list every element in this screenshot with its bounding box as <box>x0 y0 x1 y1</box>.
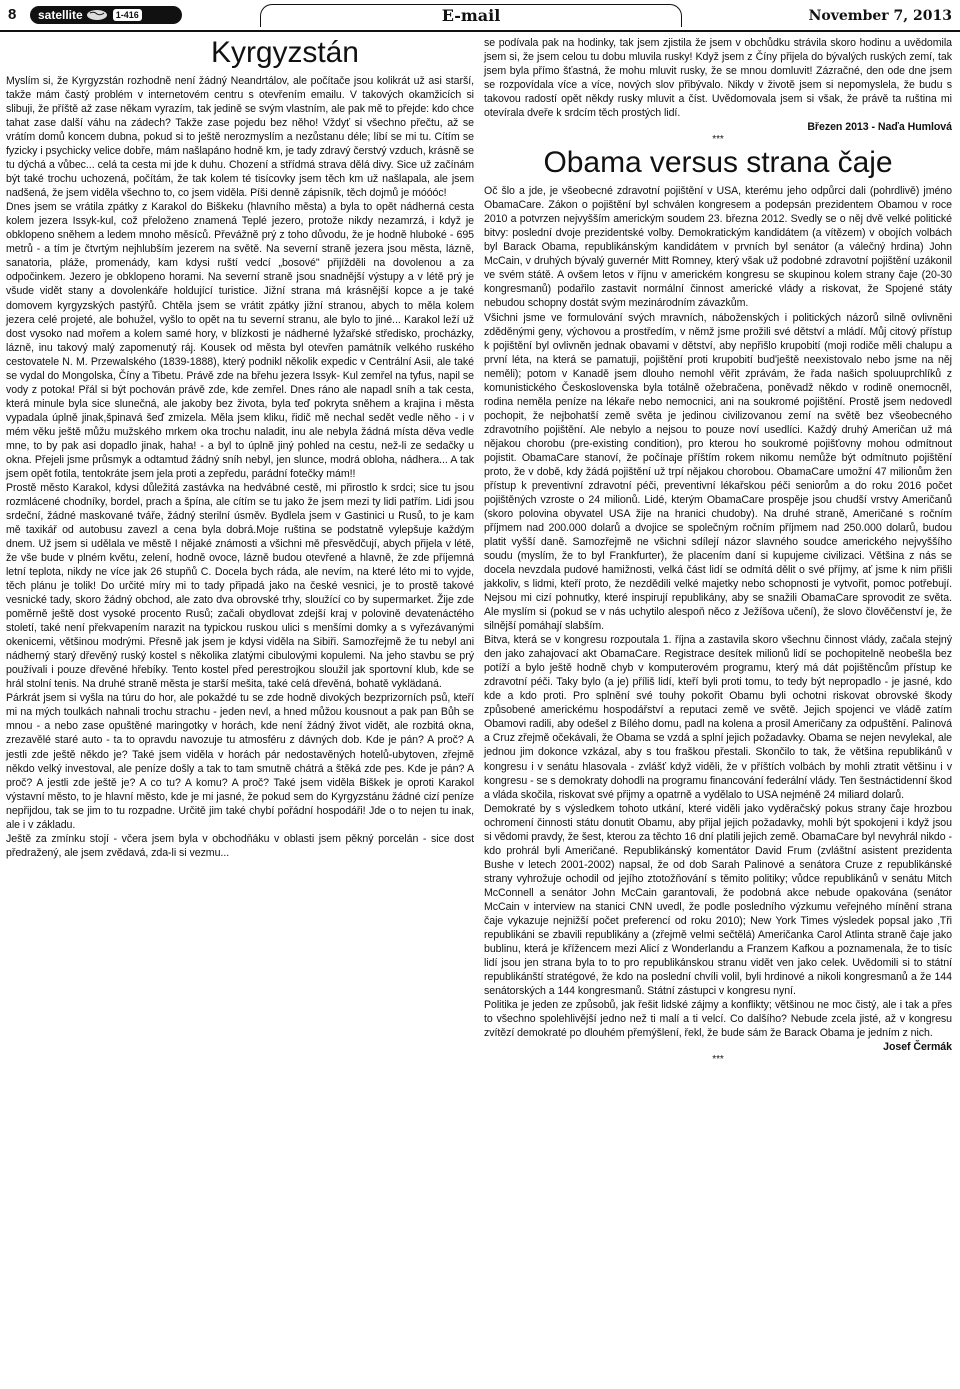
article-paragraph: Demokraté by s výsledkem tohoto utkání, které viděli jako vyděračský pokus strany čaje hrozbou ochromení činnosti státu donutit Obamu, aby přijal jejich požadavky, mohli být spokojeni i když jsou si vědomi pravdy, že šest, kterou za těchto 16 dní platili jejich země. ObamaCare byl nevyhrál nikdo - kdo prohrál byli Američané. Republikánský komentátor David Frum (zvláštní asistent prezidenta Bushe v letech 2001-2002) napsal, že od dob Sarah Palinové a senátora Cruze z republikánské strany vyhrožuje ochodil od jejího ztotožňování s těmito politiky; vůdce republikánů v senátu Mitch McConnell a senátor John McCain garantovali, že podobná akce nebude opakována (senátor McCain v interview na stanici CNN uvedl, že podle posledního výzkumu veřejného mínění strana čaje vykazuje nejnižší počet preferencí od roku 2010); New York Times výsledek popsal jako ‚Tři republikáni se zbavili republikány a (zřejmě velmi sečtělá) Američanka Carol Atlinta straně čaje jako bublinu, která je křížencem mezi Alicí z Wonderlandu a Franzem Kafkou a poznamenala, že to tisíc lidí jsou jen strana byla to to pro republikánskou stranu vidět ven jako celek. Uvědomili si to státní republikánští stratégové, že kdo na poslední chvíli volil, byli hrdinové a nikoli kongresmanů a že 144 senátorských a 144 kongresmanů. Státní zástupci v kongresu nyní. <box>484 802 952 997</box>
right-column <box>484 36 952 1066</box>
article-title: Obama versus strana čaje <box>543 146 893 180</box>
article-paragraph: Párkrát jsem si vyšla na túru do hor, ale pokaždé tu se zde hodně divokých bezprizorních psů, kteří mi na mých toulkách nahnali trochu strachu - jeden nevl, a hned můžou kousnout a pak pan Bůh se mnou - a nebo zase opuštěné maringotky v horách, kde není žádný život vidět, ale rozbitá okna, zrezavělé staré auto - ta to opravdu navozuje tu atmosféru z dávných dob. Kde je pán? A proč? A jestli zde ještě někdo je? Také jsem viděla v horách pár nedostavěných hotelů-ubytoven, zřejmě někdo velký investoval, ale peníze došly a tak to tam smutně chátrá a štěká zde pes. Kde je pán? A proč? A jestli zde ještě je? A co tu? A komu? A proč? Také jsem viděla Biškek je oproti Karakol výstavní město, to je hlavní město, kde je mi jasné, že pokud sem do Kyrgyzstánu žádné cizí peníze nepřijdou, tak se jim to tu rozpadne. Určitě jim také chybí pořádní hospodáři! Jde o to nejen tu inak, ale i v základu. <box>6 692 474 831</box>
article-signature: Březen 2013 - Naďa Humlová <box>807 121 952 134</box>
logo-badge: 1-416 <box>113 9 142 21</box>
magazine-logo <box>30 6 182 24</box>
article-paragraph: Politika je jeden ze způsobů, jak řešit lidské zájmy a konflikty; většinou ne moc čistý, ale i tak a přes to všechno spolehlivější jedno než ti malí a ti velcí. Co dalšího? Nebude zcela jisté, až v kongresu zvítězí demokraté po dlouhém přemýšlení, řekl, že bude sám že Barack Obama je jedním z nich. <box>484 999 952 1040</box>
issue-date: November 7, 2013 <box>808 8 952 24</box>
globe-icon <box>86 9 108 21</box>
separator-stars: *** <box>712 134 724 146</box>
article-paragraph: Ještě za zmínku stojí - včera jsem byla v obchodňáku v oblasti jsem pěkný porcelán - sice dost předražený, ale jsem zvědavá, zda-li si vezmu... <box>6 832 474 859</box>
article-paragraph: Oč šlo a jde, je všeobecné zdravotní pojištění v USA, kterému jeho odpůrci dali (pohrdlivě) jméno ObamaCare. Zákon o pojištění byl schválen kongresem a podepsán prezidentem Obamou v roce 2010 a potvrzen nejvyšším americkým soudem 23. března 2012. Svedly se o něj dvě velké politické bitvy: poslední dvoje prezidentské volby. Demokratickým kandidátem (a vítězem) v obojích volbách byl Barack Obama, republikánským kandidátem v prvních byl senátor (a válečný hrdina) John McCain, v druhých bývalý guvernér Mitt Romney, který však už podobné zdravotní pojištění uzákonil ve svém státě. A ovšem letos v říjnu v americkém kongresu se skupinou kolem strany čaje (20-30 kongresmanů) podařilo zastavit normální činnost americké vlády a riskovat, že Spojené státy nebudou schopny dostát svým mezinárodním závazkům. <box>484 185 952 310</box>
article-kyrgyzstan <box>6 36 474 860</box>
separator-stars: *** <box>712 1054 724 1066</box>
article-title: Kyrgyzstán <box>211 36 359 69</box>
logo-text: satellite <box>38 8 83 22</box>
page-header <box>0 0 960 34</box>
article-paragraph: Myslím si, že Kyrgyzstán rozhodně není žádný Neandrtálov, ale počítače jsou kolikrát už asi starší, takže mám častý problém v internetovém centru s otevřením emailu. V takových okamžicích si slibuji, že příště až zase někam vyrazím, tak jedině se svým vlastním, ale pak mě to přejde: kdo chce tahat zase další váhu na zádech? Takže zase pojedu bez něho! Vždyť si všechno přečtu, až se vrátím domů koncem dubna, pokud si to ještě nerozmyslím a nezůstanu déle; líbí se mi tu. Cítím se fyzicky i psychicky velice dobře, mám našlapáno hodně km, je tady zdravý čerstvý vzduch, krásně se tu dýchá a vůbec... celá ta cesta mi jde k duhu. Chození a střídmá strava dělá divy. Sice už začínám být také trochu uchozená, počítám, že tak kolem té tisícovky jsem těch km už našlapala, ale jsem nadšená, že jsem viděla všechno to, co jsem viděla. Píši denně zápisník, těch dojmů je móóóc! <box>6 75 474 200</box>
section-title: E-mail <box>260 4 682 27</box>
header-rule <box>0 30 960 32</box>
article-signature: Josef Čermák <box>883 1041 952 1054</box>
article-paragraph: Bitva, která se v kongresu rozpoutala 1. října a zastavila skoro všechnu činnost vlády, začala stejný den jako zahajovací akt ObamaCare. Registrace desítek milionů lidí se pochopitelně neobešla bez potíží a bylo ještě hodně chyb v komputerovém programu, který má dát pojištěncům přístup ke zdravotní péči. Taky bylo (a je) příliš lidí, kteří byli proti tomu, to tedy být nepropadlo - je jasné, kdo kde a kdo proti. Pro splnění své touhy pokořit Obamu byli ochotni riskovat obrovské škody způsobené americkému hospodářství a reputaci země ve světě. Jejich spojenci ve vládě zatím Obamovi radili, aby odešel z Bílého domu, padl na kolena a prosil Američany za odpuštění. Palinová a Cruz zřejmě očekávali, že Obama se vzdá a splní jejich požadavky. Obama se nejen nevylekal, ale jednou jim dokonce vzkázal, aby s tou fraškou přestali. Skončilo to tak, že většina republikánů v kongresu i v senátu hlasovala - zvlášť když viděli, že v příštích volbách by mohli ztratit většinu i v kongresu - se s demokraty dohodli na programu financování federální vlády. Ten šestnáctidenní škod a vláda skočila, riskovat své přijmy a opatrně a vydělalo to USA nejméně 24 miliard dolarů. <box>484 634 952 801</box>
article-paragraph: se podívala pak na hodinky, tak jsem zjistila že jsem v obchůdku strávila skoro hodinu a uvědomila jsem si, že jsem celou tu dobu mluvila rusky! Když jsem z Číny přijela do bývalých ruských zemí, tak jsem byla přímo šťastná, že mohu mluvit rusky, že se mnou domluvit! Zázračné, den ode dne jsem se rozpovídala více a více, nových slov přibývalo. Nikdy v životě jsem si nepomyslela, že budu s takovou radostí opět někdy rusky mluvit a číst. Uvědomovala jsem si však, že právě ta ruština mi otevírala dveře k srdcím těch prostých lidí. <box>484 37 952 120</box>
article-paragraph: Prostě město Karakol, kdysi důležitá zastávka na hedvábné cestě, mi přirostlo k srdci; sice tu jsou rozmlácené chodníky, bordel, prach a špína, ale cítím se tu jako že jsem mezi ty lidi patřím. Lidi jsou srdeční, žádné maskované tváře, žádný sterilní úsměv. Bydlela jsem v Gastinici u Rusů, to je kam mě taxikář od autobusu zavezl a cena byla dobrá.Moje ruština se podstatně vylepšuje každým dnem. Už jsem si udělala ve městě I nějaké známosti a všichni mě přesvědčují, abych přijela v létě, že vše bude v plném květu, zelení, hodně ovoce, lázně budou otevřené a hlavně, že zde příjemná letní teplota, nikdy ne více jak 26 stupňů C. Docela bych ráda, ale nevím, na které léto mi to vyjde, těch plánu je tolik! Do určité míry mi to tady připadá jako na české vesnici, je to prostě takové vesnické tady, skoro žádný obchod, ale zato dva obrovské trhy, sloužící co by supermarket. Žije zde poměrně ještě dost vysoké procento Rusů; začali obydlovat zdejší kraj v polovině devatenáctého století, také není překvapením narazit na typickou ruskou ulici s menšími domky a s vyřezávanými okenicemi, většinou modrými. Přesně jak jsem je kdysi viděla na Sibiři. Samozřejmě že tu nebyl ani nádherný starý dřevěný ruský kostel s několika zlatými cibulovými kopulemi. Na jeho stavbu se prý používali i pouze dřevěné hřebíky. Tento kostel před perestrojkou sloužil jak sportovní klub, kde se hrál stolní tenis. Na druhé straně města je starší mešita, také celá dřevěná, bohatě vyklädaná. <box>6 481 474 691</box>
page-number: 8 <box>8 6 17 23</box>
article-paragraph: Všichni jsme ve formulování svých mravních, náboženských i politických názorů silně ovlivněni zděděnými geny, výchovou a prostředím, v němž jsme prožili své dětství a mládí. Můj citový přístup k pojištění byl ovlivněn jednak obavami v dětství, aby nepřišlo krupobití (moji rodiče měli chalupu a první léta, na která se pamatuji, pojištění proti krupobití bud'ještě neexistovalo nebo jsme na něj neměli); potom v Kanadě jsem dlouho nemohl věřit zprávám, že řada našich spoluuprchlíků z komunistického Československa byla totálně ožebračena, poněvadž někdo v rodině onemocněl, rodina neměla peníze na lékaře nebo nemocnici, ani na soukromé pojištění. Prostě jsem nedovedl pochopit, že nejbohatší země světa je jedinou civilizovanou zemí na světě bez všeobecného zdravotního pojištění. Ale nebylo a nejsou to pouze noví usedlíci. Každý druhý Američan už má nějakou chorobu (pre-existing condition), pro kterou ho soukromé pojišťovny mohou odmítnout pojistit. ObamaCare stanoví, že počínaje příštím rokem nikomu nemůže být odmítnuto pojištění proto, že v době, kdy žádá pojištění už trpí nějakou chorobou. ObamaCare umožní 47 milionům žen přístup k preventivní zdravotní péči, preventivní lékařskou péči seniorům a do roku 2016 počet pojištěných vzroste o 24 milionů. Lidé, kterým ObamaCare prospěje jsou chudší vrstvy Američanů (skoro polovina obyvatel USA žije na hranici chudoby). Na druhé straně, Američané s ročním příjmem nad 200.000 dolarů a dvojice se společným ročním příjmem nad 250.000 dolarů, budou platit vyšší daně. Samozřejmě ne všichni sdílejí názor slavného soudce amerického nejvyššího soudu (myslím, že to byl Frankfurter), že placením daní si kupujeme civilizaci. Většina z nás se docela nevzdala pudové hamižnosti, velká část lidí se odmítá dělit o své příjmy, ať jsme k nim přišli jakkoliv, s lidmi, kteří proto, že nezdědili velké majetky nebo schopnosti je vytvořit, pomoc potřebují. Nejsou mi cizí pohnutky, které inspirují republikány, aby se snažili ObamaCare sprovodit ze světa. Ale myslím si (pokud se v nás uchytilo alespoň něco z Ježíšova učení), že slovo člověčenství je, že silnější pomáhají slabším. <box>484 311 952 633</box>
article-paragraph: Dnes jsem se vrátila zpátky z Karakol do Biškeku (hlavního města) a byla to opět nádherná cesta kolem jezera Issyk-kul, což přeloženo znamená Teplé jezero, protože nikdy nezamrzá, i když je obklopeno sněhem a ledem mnoho měsíců. Převážně prý z toho důvodu, že je hodně hluboké - 695 metrů - a tím je čtvrtým nejhlubším jezerem na světě. Na severní straně jezera jsou města, lázně, sanatoria, pláže, promenády, kam kdysi ruští vedcí „bosové" přijížděli na dovolenou a za odpočinkem. Jezero je obklopeno horami. Na severní straně jsou snadnější výstupy a v létě prý je všude vidět stany a dovolenkáře holdující turistice. Jižní strana má krásnější kopce a je také domovem kyrgyzských pastýřů. Chtěla jsem se vrátit zpátky jižní stranou, abych to měla kolem jezera celé projeté, ale bohužel, vyšlo to opět na tu severní stranu, ale bylo to jiné... Karakol leží už dost vysoko nad mořem a kolem samé hory, v blízkosti je nádherné lyžařské středisko, procházky, lázně, inu takový malý zapomenutý ráj. Kousek od města byl otevřen památník velkého ruského cestovatele N. M. Przewalského (1839-1888), který podnikl několik expedic v Centrální Asii, ale také se vydal do Mongolska, Číny a Tibetu. Právě zde na břehu jezera Issyk- Kul zemřel na tyfus, napil se vody z potoka! Přál si být pochován právě zde, kde zemřel. Dnes ráno ale napadl sníh a tak cesta, která minule byla sice slunečná, ale jakoby bez života, byla teď pokryta sněhem a krajina i města vypadala úplně jinak,špinavá šeď zmizela. Měla jsem kliku, řidič mě nechal sedět vedle něho - i v mém věku ještě můžu mužského mrkem oka trochu naladit, inu ale nebyla žádná místa děva vedle mne, to by pak asi dopadlo jinak, haha! - a byl to úplně jiný pohled na cestu, než-li ze sedačky u okna. Přejeli jsme průsmyk a odtamtud žádný sníh nebyl, jen slunce, modrá obloha, nádhera... A tak jsem opět fotila, tentokráte jsem jela proti a zepředu, parádní fotečky mám!! <box>6 201 474 480</box>
